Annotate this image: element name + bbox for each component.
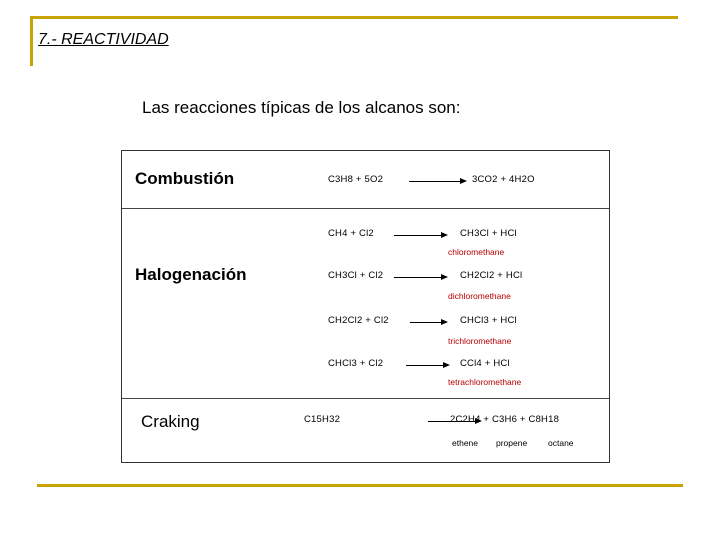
halogenation-step-4-products: CCl4 + HCl [460,358,510,369]
combustion-label: Combustión [135,169,235,188]
halogenation-step-4-reactants: CHCl3 + Cl2 [328,358,384,369]
halogenation-step-3-product-name: trichloromethane [448,336,512,346]
slide-title: 7.- REACTIVIDAD [38,31,169,48]
halogenation-step-2-reactants: CH3Cl + Cl2 [328,270,384,281]
halogenation-step-1-products: CH3Cl + HCl [460,228,517,239]
row-divider [122,398,609,399]
reaction-arrow [409,181,465,182]
reaction-arrow [406,365,448,366]
cracking-label: Craking [141,412,200,431]
cracking-product-name-2: propene [496,438,528,448]
halogenation-step-4-product-name: tetrachloromethane [448,377,522,387]
halogenation-step-1-product-name: chloromethane [448,247,505,257]
cracking-product-name-1: ethene [452,438,478,448]
bottom-gold-rule [37,484,683,487]
cracking-product-name-3: octane [548,438,574,448]
top-gold-rule [30,16,678,19]
reactions-table [121,150,610,463]
combustion-products: 3CO2 + 4H2O [472,174,535,185]
reaction-arrow [394,277,446,278]
left-gold-rule [30,16,33,66]
halogenation-step-2-products: CH2Cl2 + HCl [460,270,523,281]
halogenation-step-3-reactants: CH2Cl2 + Cl2 [328,315,389,326]
reaction-arrow [394,235,446,236]
combustion-reactants: C3H8 + 5O2 [328,174,384,185]
intro-text: Las reacciones típicas de los alcanos son: [142,98,461,117]
halogenation-step-1-reactants: CH4 + Cl2 [328,228,374,239]
halogenation-step-3-products: CHCl3 + HCl [460,315,517,326]
cracking-reactants: C15H32 [304,414,341,425]
cracking-products: 2C2H4 + C3H6 + C8H18 [450,414,560,425]
halogenation-label: Halogenación [135,265,247,284]
row-divider [122,208,609,209]
halogenation-step-2-product-name: dichloromethane [448,291,511,301]
reaction-arrow [410,322,446,323]
